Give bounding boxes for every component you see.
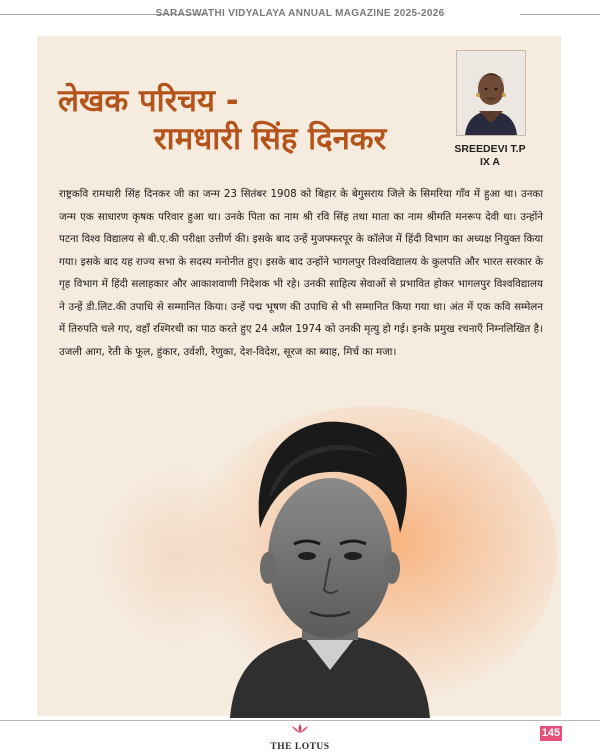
- magazine-header: SARASWATHI VIDYALAYA ANNUAL MAGAZINE 2025-2026: [155, 8, 445, 19]
- title-line-1: लेखक परिचय -: [58, 83, 239, 119]
- footer-logo: [0, 724, 600, 753]
- author-byline: [430, 143, 550, 169]
- article-body: राष्ट्रकवि रामधारी सिंह दिनकर जी का जन्म 23 सितंबर 1908 को बिहार के बेगुसराय जिले के सिमरिया गाँव में हुआ था। उनका जन्म एक साधारण कृषक परिवार हुआ था। उनके पिता का नाम श्री रवि सिंह तथा माता का नाम श्रीमति मनरूप देवी था। उन्होंने पटना विश्व विद्यालय से बी.ए.की परीक्षा उत्तीर्ण की। इसके बाद उन्हें मुजफ्फरपूर के कॉलेज में हिंदी विभाग का अध्यक्ष नियुक्त किया गया। इसके बाद यह राज्य सभा के सदस्य मनोनीत हुए। इसके बाद उन्होंने भागलपुर विश्वविद्यालय के कुलपति और भारत सरकार के गृह विभाग में हिंदी सलाहकार और आकाशवाणी निदेशक भी रहे। उनकी साहित्य सेवाओं से प्रभावित होकर भागलपुर विश्वविद्यालय ने उन्हें डी.लिट.की उपाधि से सम्मानित किया। उन्हें पद्म भूषण की उपाधि से भी सम्मानित किया गया था। अंत में एक कवि सम्मेलन में तिरुपति चले गए, वहाँ रश्मिरथी का पाठ करते हुए 24 अप्रैल 1974 को उनकी मृत्यु हो गई। इनके प्रमुख रचनाएँ निम्नलिखित है। उजली आग, रेती के फूल, हुंकार, उर्वशी, रेणुका, देश-विदेश, सूरज का ब्याह, मिर्च का मजा।: [59, 188, 543, 358]
- page-number: 145: [541, 727, 561, 739]
- author-photo: [456, 50, 526, 136]
- portrait-illustration: [190, 408, 470, 718]
- lotus-icon: [289, 724, 311, 734]
- title-line-2: रामधारी सिंह दिनकर: [154, 121, 387, 157]
- article-title: [58, 82, 458, 158]
- author-name: SREEDEVI T.P: [454, 143, 526, 155]
- author-class: IX A: [479, 156, 501, 168]
- header-bar: [0, 0, 600, 30]
- footer-logo-text: THE LOTUS: [270, 742, 330, 752]
- footer-divider: [0, 720, 600, 721]
